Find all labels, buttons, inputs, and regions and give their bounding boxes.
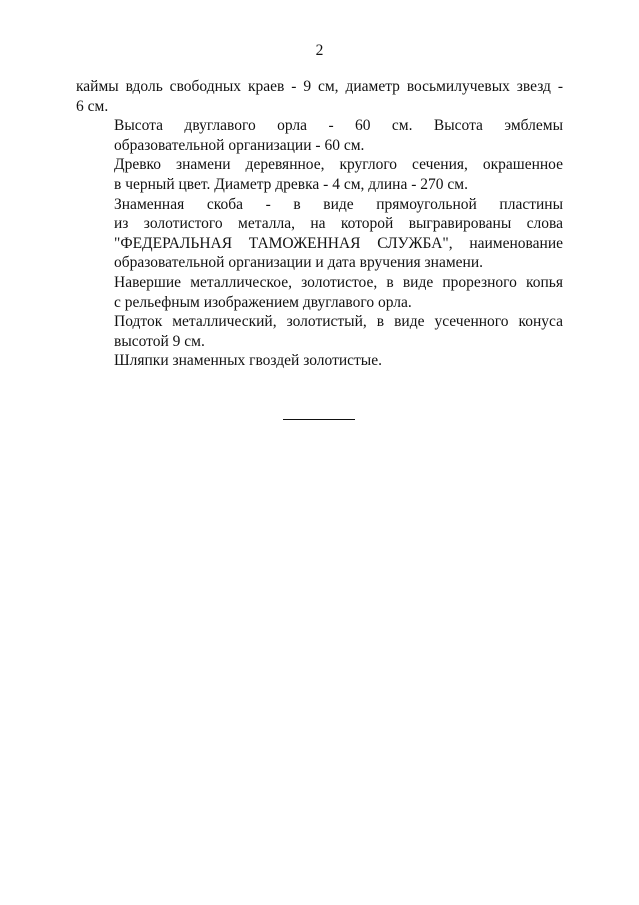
- text-line: каймы вдоль свободных краев - 9 см, диаметр восьмилучевых звезд -: [76, 78, 563, 95]
- paragraph-bracket: [76, 195, 563, 273]
- paragraph-eagle-height: [76, 116, 563, 155]
- paragraph-butt-cap: [76, 312, 563, 351]
- text-line: из золотистого металла, на которой выгравированы слова: [114, 215, 563, 233]
- text-line: Навершие металлическое, золотистое, в виде прорезного копья: [114, 273, 563, 291]
- text-line: Подток металлический, золотистый, в виде усеченного конуса: [114, 313, 563, 331]
- text-line: Знаменная скоба - в виде прямоугольной пластины: [114, 195, 563, 213]
- paragraph-nails: [76, 351, 563, 371]
- text-line: образовательной организации и дата вручения знамени.: [114, 254, 483, 272]
- text-line: "ФЕДЕРАЛЬНАЯ ТАМОЖЕННАЯ СЛУЖБА", наименование: [114, 234, 563, 252]
- paragraph-staff: [76, 155, 563, 194]
- paragraph-finial: [76, 273, 563, 312]
- text-line: Высота двуглавого орла - 60 см. Высота эмблемы: [114, 117, 563, 135]
- text-line: в черный цвет. Диаметр древка - 4 см, длина - 270 см.: [114, 175, 468, 193]
- text-line: образовательной организации - 60 см.: [114, 136, 365, 154]
- text-line: высотой 9 см.: [114, 332, 205, 350]
- text-line: Древко знамени деревянное, круглого сечения, окрашенное: [114, 156, 563, 174]
- text-line: Шляпки знаменных гвоздей золотистые.: [114, 352, 382, 370]
- end-separator-line: [283, 419, 355, 420]
- paragraph-fringe-stars: [76, 77, 563, 116]
- text-line: с рельефным изображением двуглавого орла.: [114, 293, 412, 311]
- page-number: 2: [315, 42, 324, 59]
- text-line: 6 см.: [76, 97, 109, 115]
- document-body: [76, 77, 563, 371]
